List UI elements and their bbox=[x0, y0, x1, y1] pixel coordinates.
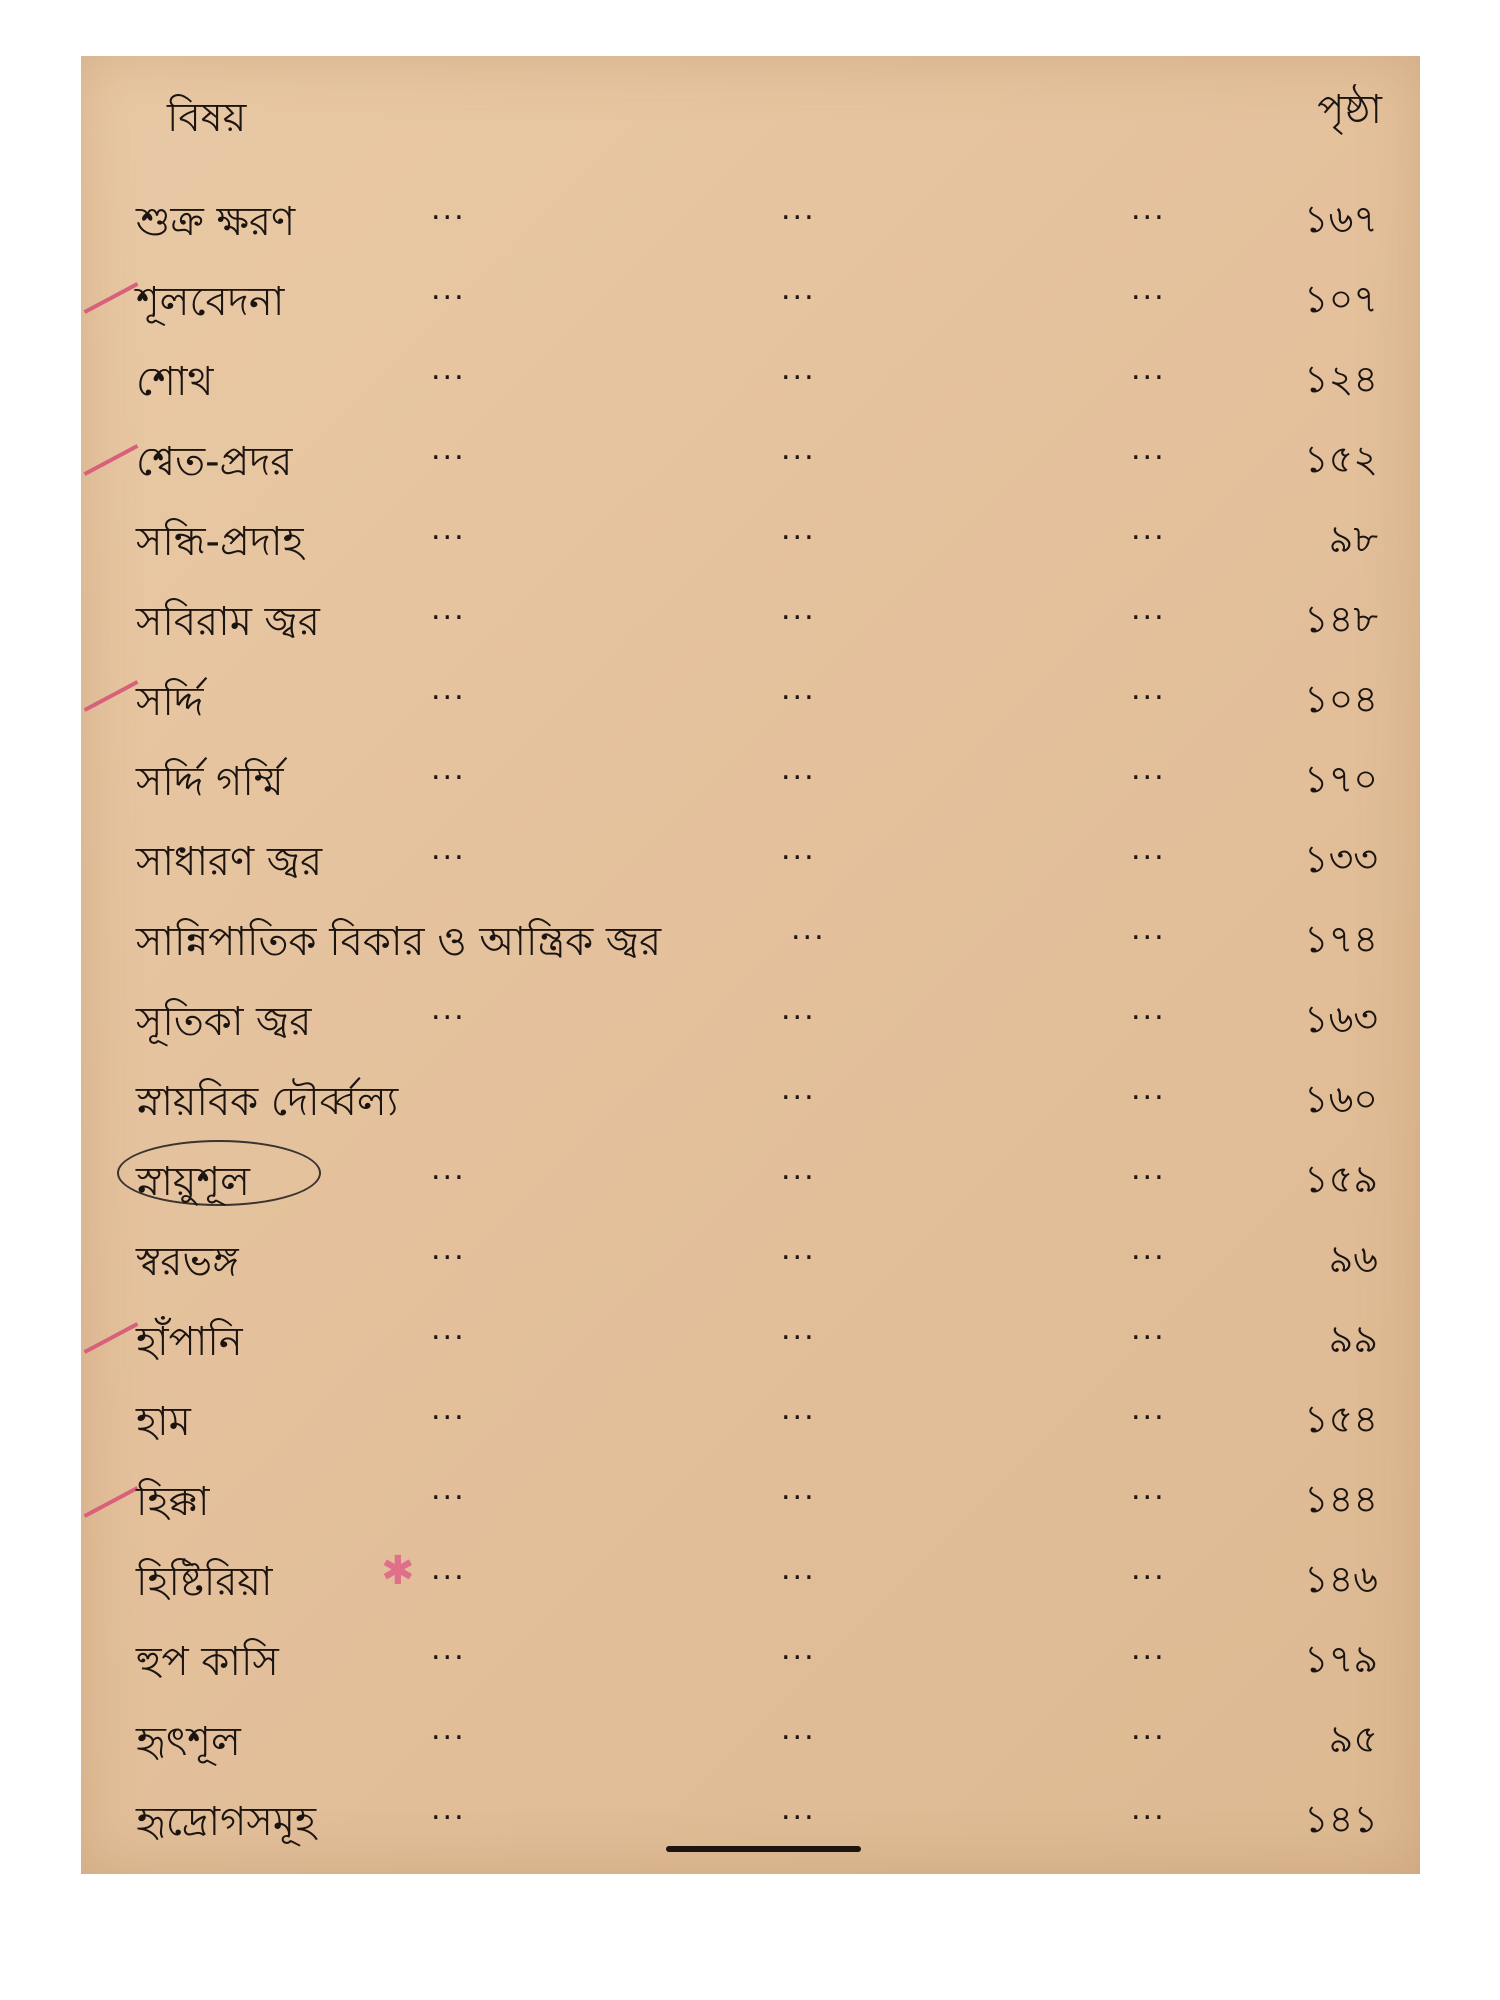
pink-pencil-mark bbox=[84, 282, 139, 314]
leader-dots: ... bbox=[781, 592, 816, 627]
index-row bbox=[81, 986, 1420, 1056]
leader-dots: ... bbox=[781, 1552, 816, 1587]
leader-dots: ... bbox=[1131, 352, 1166, 387]
leader-dots: ... bbox=[431, 432, 466, 467]
leader-dots: ... bbox=[781, 992, 816, 1027]
index-subject: সাধারণ জ্বর bbox=[136, 839, 323, 885]
index-subject: শুক্র ক্ষরণ bbox=[136, 199, 296, 245]
leader-dots: ... bbox=[1131, 1552, 1166, 1587]
leader-dots: ... bbox=[781, 1232, 816, 1267]
index-page bbox=[81, 56, 1420, 1874]
leader-dots: ... bbox=[1131, 912, 1166, 947]
leader-dots: ... bbox=[431, 512, 466, 547]
leader-dots: ... bbox=[431, 1632, 466, 1667]
page-column-heading: পৃষ্ঠা bbox=[1317, 87, 1382, 133]
leader-dots: ... bbox=[1131, 752, 1166, 787]
index-subject: শোথ bbox=[136, 359, 214, 405]
index-subject: শ্বেত-প্রদর bbox=[136, 439, 293, 485]
leader-dots: ... bbox=[781, 1392, 816, 1427]
leader-dots: ... bbox=[431, 992, 466, 1027]
leader-dots: ... bbox=[781, 1312, 816, 1347]
index-row bbox=[81, 1546, 1420, 1616]
index-row bbox=[81, 586, 1420, 656]
leader-dots: ... bbox=[431, 1312, 466, 1347]
index-row bbox=[81, 746, 1420, 816]
leader-dots: ... bbox=[431, 1152, 466, 1187]
pink-star-mark: ✱ bbox=[381, 1548, 415, 1594]
leader-dots: ... bbox=[781, 832, 816, 867]
leader-dots: ... bbox=[1131, 1232, 1166, 1267]
index-row bbox=[81, 266, 1420, 336]
index-page-number: ১০৪ bbox=[1303, 677, 1378, 721]
leader-dots: ... bbox=[431, 192, 466, 227]
index-page-number: ১৫২ bbox=[1303, 437, 1378, 481]
leader-dots: ... bbox=[431, 1552, 466, 1587]
index-subject: হাম bbox=[136, 1399, 191, 1445]
index-row bbox=[81, 426, 1420, 496]
index-subject: শূলবেদনা bbox=[136, 279, 285, 325]
leader-dots: ... bbox=[1131, 1632, 1166, 1667]
leader-dots: ... bbox=[1131, 1472, 1166, 1507]
index-subject: হৃদ্রোগসমূহ bbox=[136, 1799, 317, 1845]
index-subject: সান্নিপাতিক বিকার ও আন্ত্রিক জ্বর bbox=[136, 919, 662, 965]
leader-dots: ... bbox=[1131, 1392, 1166, 1427]
leader-dots: ... bbox=[431, 272, 466, 307]
index-subject: হাঁপানি bbox=[136, 1319, 243, 1365]
index-page-number: ১৭৯ bbox=[1303, 1637, 1378, 1681]
index-page-number: ৯৯ bbox=[1328, 1317, 1378, 1361]
leader-dots: ... bbox=[431, 752, 466, 787]
index-row bbox=[81, 666, 1420, 736]
index-row bbox=[81, 1466, 1420, 1536]
pink-pencil-mark bbox=[84, 1322, 139, 1354]
leader-dots: ... bbox=[1131, 832, 1166, 867]
leader-dots: ... bbox=[1131, 672, 1166, 707]
index-row bbox=[81, 906, 1420, 976]
leader-dots: ... bbox=[1131, 512, 1166, 547]
pink-pencil-mark bbox=[84, 680, 139, 712]
leader-dots: ... bbox=[431, 352, 466, 387]
index-page-number: ১৫৯ bbox=[1304, 1157, 1378, 1201]
leader-dots: ... bbox=[791, 912, 826, 947]
leader-dots: ... bbox=[1131, 432, 1166, 467]
index-subject: সূতিকা জ্বর bbox=[136, 999, 312, 1045]
index-page-number: ১৪১ bbox=[1304, 1797, 1378, 1841]
index-row bbox=[81, 1066, 1420, 1136]
leader-dots: ... bbox=[781, 752, 816, 787]
leader-dots: ... bbox=[431, 1712, 466, 1747]
leader-dots: ... bbox=[781, 1712, 816, 1747]
leader-dots: ... bbox=[1131, 592, 1166, 627]
leader-dots: ... bbox=[781, 1472, 816, 1507]
index-row bbox=[81, 1386, 1420, 1456]
leader-dots: ... bbox=[781, 432, 816, 467]
leader-dots: ... bbox=[1131, 992, 1166, 1027]
index-row bbox=[81, 506, 1420, 576]
index-page-number: ১৩৩ bbox=[1303, 837, 1378, 881]
index-page-number: ১৭৪ bbox=[1303, 917, 1378, 961]
index-row bbox=[81, 1146, 1420, 1216]
leader-dots: ... bbox=[781, 352, 816, 387]
leader-dots: ... bbox=[431, 592, 466, 627]
index-row bbox=[81, 826, 1420, 896]
index-subject: সর্দ্দি bbox=[136, 679, 204, 725]
leader-dots: ... bbox=[1131, 1072, 1166, 1107]
leader-dots: ... bbox=[781, 1632, 816, 1667]
leader-dots: ... bbox=[431, 672, 466, 707]
index-subject: স্বরভঙ্গ bbox=[136, 1239, 239, 1285]
index-page-number: ১২৪ bbox=[1303, 357, 1378, 401]
leader-dots: ... bbox=[1131, 1792, 1166, 1827]
leader-dots: ... bbox=[781, 1072, 816, 1107]
index-page-number: ১০৭ bbox=[1303, 277, 1378, 321]
index-page-number: ৯৬ bbox=[1328, 1237, 1378, 1281]
leader-dots: ... bbox=[1131, 1712, 1166, 1747]
pink-pencil-mark bbox=[84, 1486, 139, 1518]
index-row bbox=[81, 1706, 1420, 1776]
index-subject: সর্দ্দি গর্ম্মি bbox=[136, 759, 284, 805]
index-subject: সবিরাম জ্বর bbox=[136, 599, 320, 645]
index-page-number: ১৬৭ bbox=[1303, 197, 1378, 241]
index-page-number: ৯৮ bbox=[1328, 517, 1378, 561]
leader-dots: ... bbox=[431, 832, 466, 867]
index-page-number: ১৬০ bbox=[1303, 1077, 1378, 1121]
index-page-number: ১৫৪ bbox=[1304, 1397, 1378, 1441]
leader-dots: ... bbox=[781, 1792, 816, 1827]
index-page-number: ৯৫ bbox=[1328, 1717, 1378, 1761]
leader-dots: ... bbox=[431, 1472, 466, 1507]
index-row bbox=[81, 1306, 1420, 1376]
leader-dots: ... bbox=[1131, 272, 1166, 307]
index-row bbox=[81, 1626, 1420, 1696]
index-subject: হিক্কা bbox=[136, 1479, 210, 1525]
leader-dots: ... bbox=[1131, 192, 1166, 227]
index-subject: হুপ কাসি bbox=[136, 1639, 279, 1685]
leader-dots: ... bbox=[431, 1232, 466, 1267]
index-subject: হিষ্টিরিয়া bbox=[136, 1559, 273, 1605]
index-row bbox=[81, 346, 1420, 416]
leader-dots: ... bbox=[431, 1792, 466, 1827]
index-page-number: ১৪৪ bbox=[1304, 1477, 1378, 1521]
leader-dots: ... bbox=[431, 1392, 466, 1427]
index-subject: স্নায়বিক দৌর্ব্বল্য bbox=[136, 1079, 399, 1125]
leader-dots: ... bbox=[781, 272, 816, 307]
index-subject: সন্ধি-প্রদাহ bbox=[136, 519, 304, 565]
leader-dots: ... bbox=[1131, 1312, 1166, 1347]
index-page-number: ১৪৮ bbox=[1304, 597, 1378, 641]
leader-dots: ... bbox=[1131, 1152, 1166, 1187]
index-page-number: ১৭০ bbox=[1303, 757, 1378, 801]
leader-dots: ... bbox=[781, 1152, 816, 1187]
index-page-number: ১৪৬ bbox=[1303, 1557, 1378, 1601]
index-row bbox=[81, 1226, 1420, 1296]
subject-column-heading: বিষয় bbox=[167, 95, 247, 141]
index-subject: হৃৎশূল bbox=[136, 1719, 241, 1765]
leader-dots: ... bbox=[781, 192, 816, 227]
leader-dots: ... bbox=[781, 512, 816, 547]
leader-dots: ... bbox=[781, 672, 816, 707]
index-page-number: ১৬৩ bbox=[1303, 997, 1378, 1041]
end-rule bbox=[666, 1846, 861, 1852]
pink-pencil-mark bbox=[84, 444, 139, 476]
index-row bbox=[81, 186, 1420, 256]
index-subject: স্নায়ুশূল bbox=[136, 1159, 250, 1205]
